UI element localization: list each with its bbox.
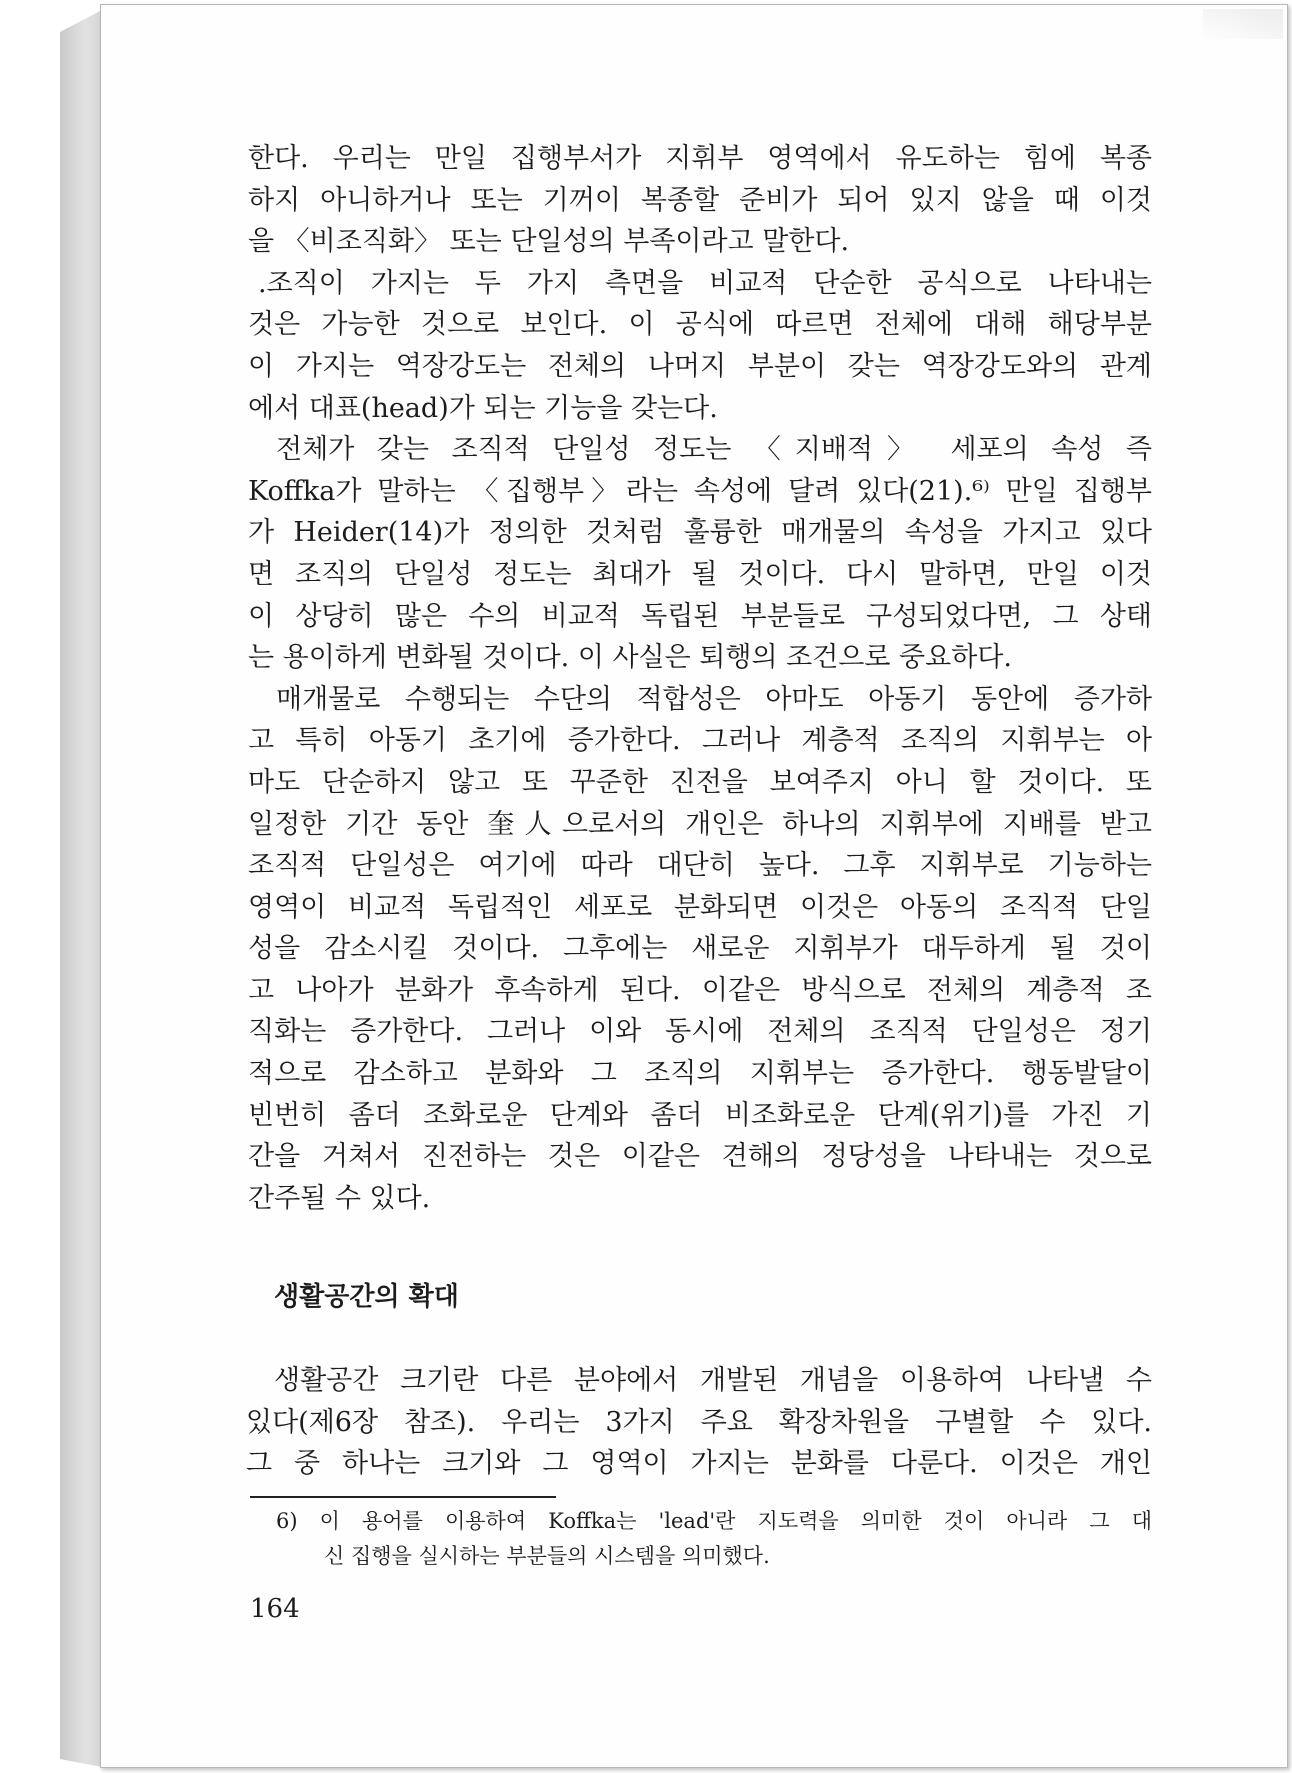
footnote-line: 신 집행을 실시하는 부분들의 시스템을 의미했다. [324,1544,770,1568]
text-line: 이 상당히 많은 수의 비교적 독립된 부분들로 구성되었다면, 그 상태 [248,600,1152,632]
text-line: 면 조직의 단일성 정도는 최대가 될 것이다. 다시 말하면, 만일 이것 [248,558,1152,590]
text-line: 전체가 갖는 조직적 단일성 정도는 〈지배적〉 세포의 속성 즉 [276,434,1152,466]
text-line: 을 〈비조직화〉 또는 단일성의 부족이라고 말한다. [248,226,850,258]
text-line: 한다. 우리는 만일 집행부서가 지휘부 영역에서 유도하는 힘에 복종 [248,143,1152,174]
text-line: 영역이 비교적 독립적인 세포로 분화되면 이것은 아동의 조직적 단일 [248,891,1152,923]
text-line: .조직이 가지는 두 가지 측면을 비교적 단순한 공식으로 나타내는 [258,267,1152,299]
footnote-line: 6) 이 용어를 이용하여 Koffka는 'lead'란 지도력을 의미한 것이 아니라 그 대 [276,1509,1152,1533]
text-line: 직화는 증가한다. 그러나 이와 동시에 전체의 조직적 단일성은 정기 [248,1016,1152,1048]
body-text [248,138,1152,1219]
text-line: 고 특히 아동기 초기에 증가한다. 그러나 계층적 조직의 지휘부는 아 [248,725,1152,757]
text-line: Koffka가 말하는 〈집행부〉라는 속성에 달려 있다(21).⁶⁾ 만일 집행부 [248,475,1152,507]
text-line: 있다(제6장 참조). 우리는 3가지 주요 확장차원을 구별할 수 있다. [246,1406,1152,1438]
text-line: 간주될 수 있다. [248,1182,431,1214]
text-line: 조직적 단일성은 여기에 따라 대단히 높다. 그후 지휘부로 기능하는 [248,850,1152,882]
text-line: 간을 거쳐서 진전하는 것은 이같은 견해의 정당성을 나타내는 것으로 [248,1141,1152,1173]
text-line: 고 나아가 분화가 후속하게 된다. 이같은 방식으로 전체의 계층적 조 [248,974,1152,1006]
text-line: 빈번히 좀더 조화로운 단계와 좀더 비조화로운 단계(위기)를 가진 기 [248,1099,1152,1131]
text-line: 에서 대표(head)가 되는 기능을 갖는다. [248,392,718,424]
page-number: 164 [250,1594,300,1624]
page-corner [1203,9,1283,39]
text-line: 마도 단순하지 않고 또 꾸준한 진전을 보여주지 아니 할 것이다. 또 [248,766,1152,798]
footnote [276,1504,1152,1574]
text-line: 것은 가능한 것으로 보인다. 이 공식에 따르면 전체에 대해 해당부분 [248,309,1152,341]
footnote-divider [250,1496,556,1498]
text-line: 가 Heider(14)가 정의한 것처럼 훌륭한 매개물의 속성을 가지고 있다 [248,517,1152,549]
text-line: 이 가지는 역장강도는 전체의 나머지 부분이 갖는 역장강도와의 관계 [248,350,1152,382]
section-body-text [246,1360,1152,1485]
text-line: 생활공간 크기란 다른 분야에서 개발된 개념을 이용하여 나타낼 수 [274,1365,1152,1396]
text-line: 성을 감소시킬 것이다. 그후에는 새로운 지휘부가 대두하게 될 것이 [248,933,1152,965]
text-line: 일정한 기간 동안 奎人으로서의 개인은 하나의 지휘부에 지배를 받고 [248,808,1152,840]
book-spine [60,10,102,1767]
text-line: 적으로 감소하고 분화와 그 조직의 지휘부는 증가한다. 행동발달이 [248,1058,1152,1090]
text-line: 하지 아니하거나 또는 기꺼이 복종할 준비가 되어 있지 않을 때 이것 [248,184,1152,216]
text-line: 그 중 하나는 크기와 그 영역이 가지는 분화를 다룬다. 이것은 개인 [246,1448,1152,1480]
text-line: 는 용이하게 변화될 것이다. 이 사실은 퇴행의 조건으로 중요하다. [248,642,1012,674]
section-heading: 생활공간의 확대 [274,1282,459,1312]
text-line: 매개물로 수행되는 수단의 적합성은 아마도 아동기 동안에 증가하 [276,683,1152,715]
